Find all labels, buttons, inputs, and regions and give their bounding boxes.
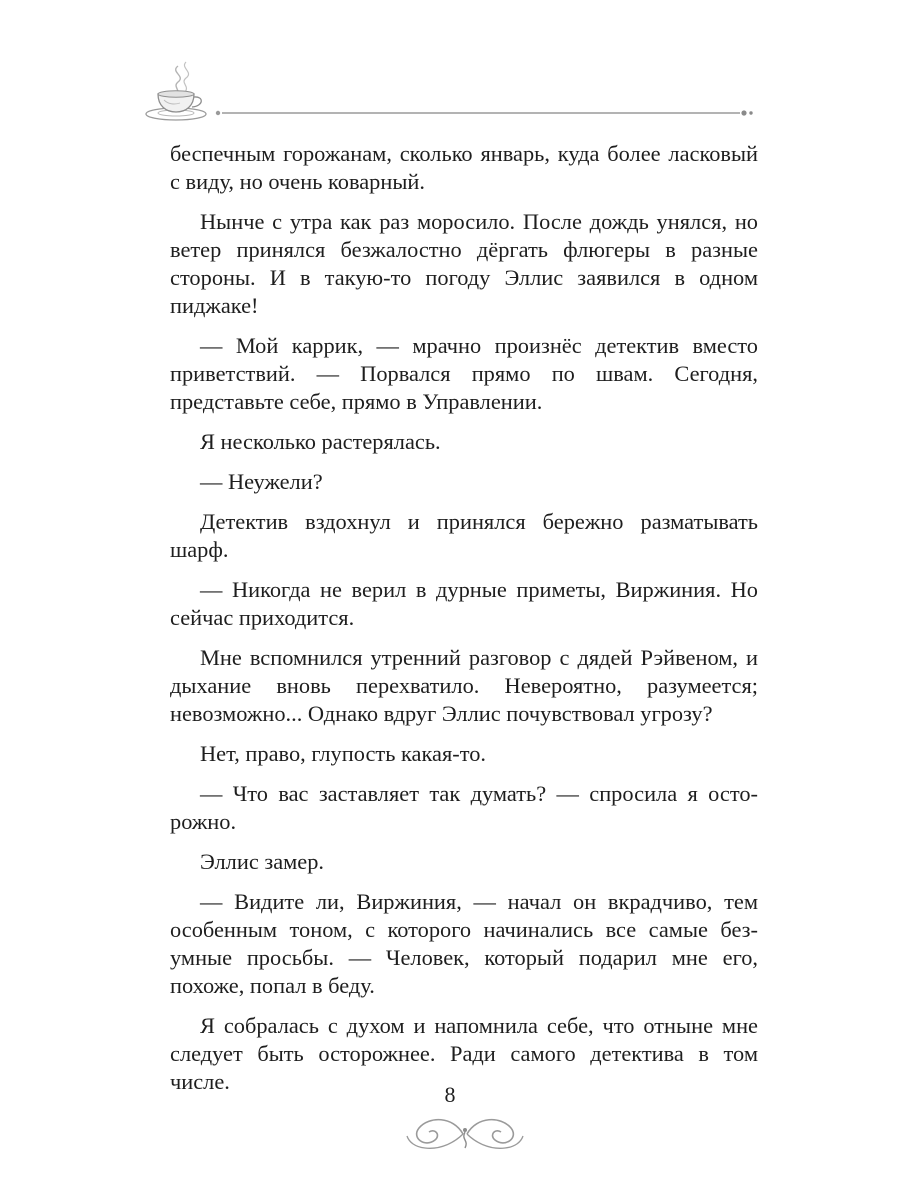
- paragraph: Нынче с утра как раз моросило. После дождь унялся, но ветер принялся безжалостно дёргать флюгеры в разные стороны. И в такую-то погоду Эллис заявился в одном пиджаке!: [170, 209, 758, 318]
- page-number: 8: [444, 1082, 456, 1107]
- paragraph: Я собралась с духом и напомнила себе, что отныне мне следует быть осторожнее. Ради самого детектива в том числе.: [170, 1013, 758, 1094]
- footer-ornament: [405, 1106, 525, 1156]
- paragraph: — Видите ли, Виржиния, — начал он вкрадчиво, тем особенным тоном, с которого начинались все самые безумные просьбы. — Человек, который подарил мне его, похоже, попал в беду.: [170, 889, 758, 998]
- paragraph: Я несколько растерялась.: [200, 429, 441, 454]
- paragraph: — Никогда не верил в дурные приметы, Виржиния. Но сейчас приходится.: [170, 577, 758, 630]
- paragraph: — Неужели?: [200, 469, 323, 494]
- paragraph: — Что вас заставляет так думать? — спросила я осторожно.: [170, 781, 758, 834]
- paragraph: Мне вспомнился утренний разговор с дядей Рэйвеном, и дыхание вновь перехватило. Невероятно, разумеется; невозможно... Однако вдруг Эллис почувствовал угрозу?: [170, 645, 758, 726]
- paragraph: Нет, право, глупость какая-то.: [200, 741, 487, 766]
- paragraph: — Мой каррик, — мрачно произнёс детектив вместо приветствий. — Порвался прямо по швам. Сегодня, представьте себе, прямо в Управлении.: [170, 333, 758, 414]
- flourish-icon: [405, 1106, 525, 1156]
- paragraph: Эллис замер.: [200, 849, 325, 874]
- teacup-icon: [140, 58, 760, 128]
- paragraph: Детектив вздохнул и принялся бережно разматывать шарф.: [170, 509, 758, 562]
- page-body: [170, 140, 758, 1108]
- paragraph: беспечным горожанам, сколько январь, куда более ласковый с виду, но очень коварный.: [170, 141, 758, 194]
- header-ornament: [140, 58, 760, 128]
